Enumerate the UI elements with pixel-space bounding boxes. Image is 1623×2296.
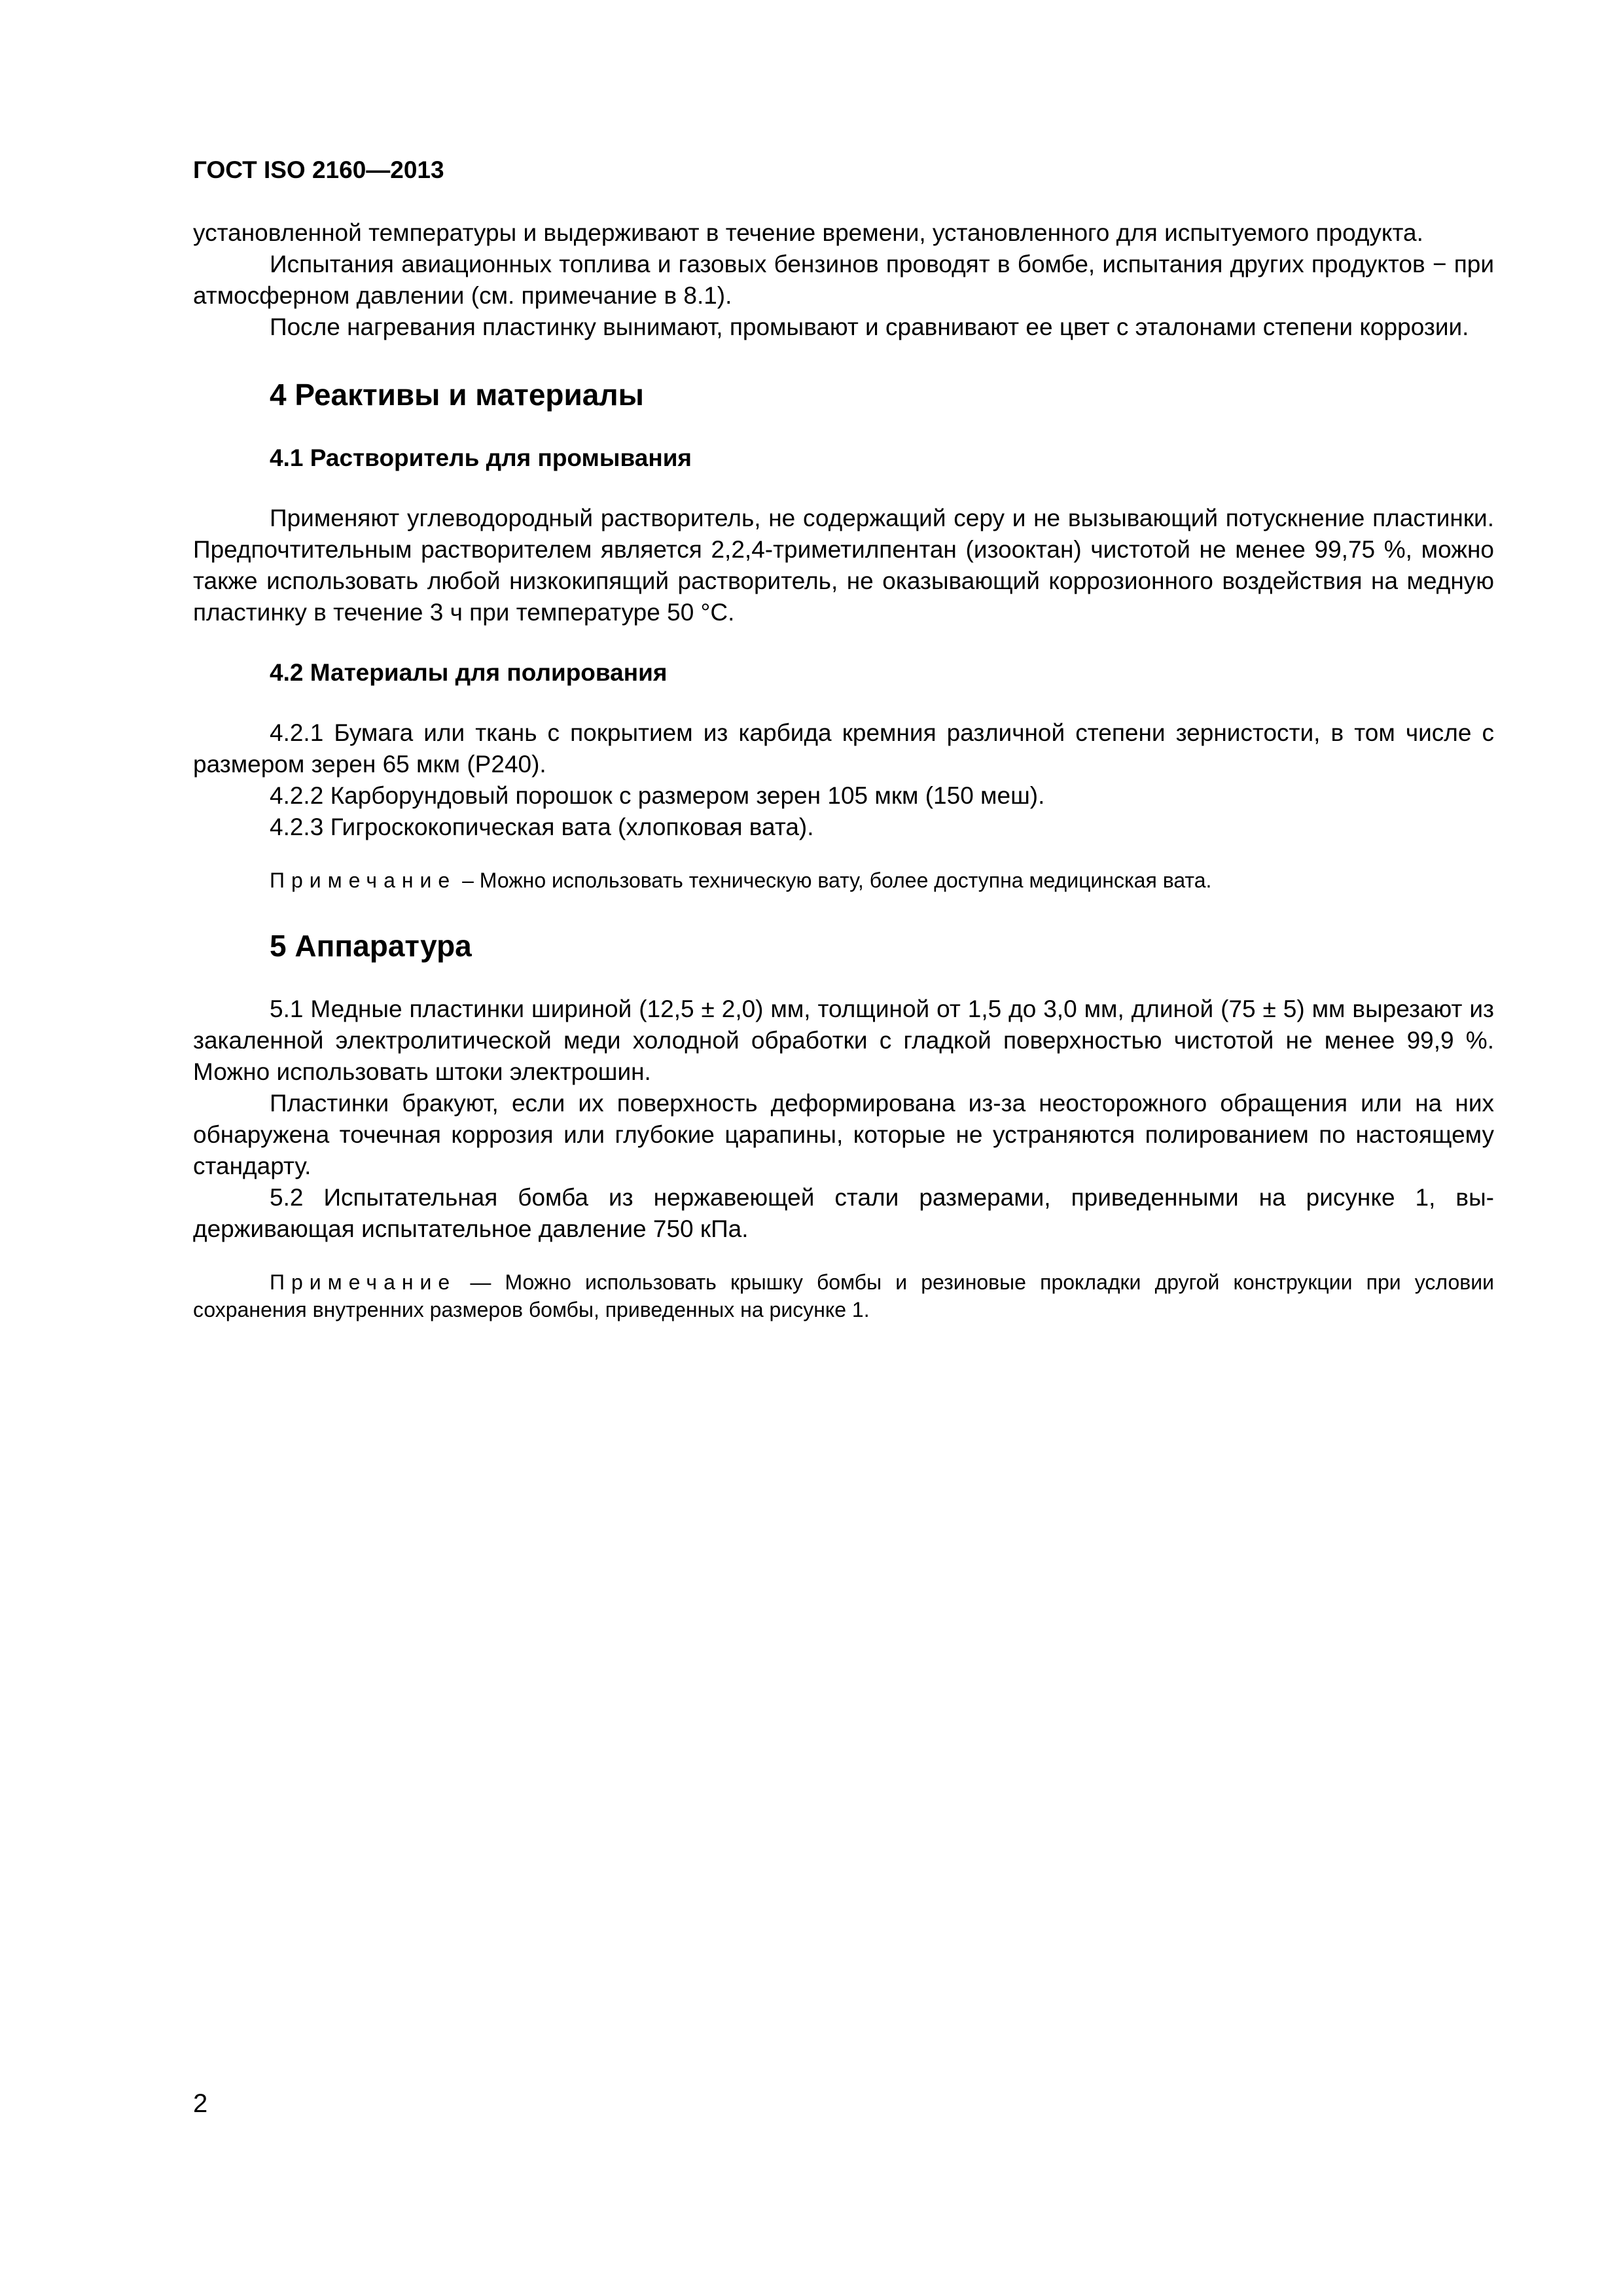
note-section-4 — [193, 867, 1494, 894]
subsection-4-2-heading: 4.2 Материалы для полирования — [270, 659, 668, 686]
note-label: Примечание — [270, 1270, 457, 1294]
note-section-5 — [193, 1268, 1494, 1323]
intro-paragraph-3: После нагревания пластинку вынимают, промывают и сравнивают ее цвет с эталонами степени коррозии. — [270, 314, 1469, 340]
intro-paragraph-2: Испытания авиационных топлива и газовых бензинов проводят в бомбе, испытания других продуктов − при атмосферном давлении (см. примечание в 8.1). — [193, 251, 1494, 309]
item-4-2-3: 4.2.3 Гигроскокопическая вата (хлопковая вата). — [270, 814, 814, 840]
page-content — [193, 217, 1494, 1323]
section-4-heading: 4 Реактивы и материалы — [270, 378, 644, 412]
item-5-1: 5.1 Медные пластинки шириной (12,5 ± 2,0) мм, толщиной от 1,5 до 3,0 мм, длиной (75 ± 5) мм вырезают из закаленной электролитической меди холодной обработки с гладкой поверхностью чистотой не менее 99,9 %. Можно использовать штоки электрошин. — [193, 996, 1494, 1085]
section-5-heading: 5 Аппаратура — [270, 929, 472, 963]
section-5-paragraph-2: Пластинки бракуют, если их поверхность деформирована из-за неосторожного обращения или на них обнаружена точечная коррозия или глубокие царапины, которые не устраняются полированием по настоящему стандарту. — [193, 1090, 1494, 1179]
note-label: Примечание — [270, 869, 457, 892]
note-text: — Можно использовать крышку бомбы и резиновые прокладки другой конструкции при условии сохранения внутренних размеров бомбы, приведенных на рисунке 1. — [193, 1270, 1494, 1321]
item-4-2-2: 4.2.2 Карборундовый порошок с размером зерен 105 мкм (150 меш). — [270, 782, 1045, 809]
item-5-2: 5.2 Испытательная бомба из нержавеющей стали размерами, приведенными на рисунке 1, выдерживающая испытательное давление 750 кПа. — [193, 1184, 1494, 1242]
intro-paragraph-1: установленной температуры и выдерживают в течение времени, установленного для испытуемого продукта. — [193, 219, 1423, 246]
document-code-header: ГОСТ ISO 2160—2013 — [193, 156, 444, 183]
subsection-4-1-text: Применяют углеводородный растворитель, не содержащий серу и не вызывающий потускнение пластинки. Предпочтительным растворителем является 2,2,4-триметилпентан (изооктан) чистотой не менее 99,75 %, можно также использовать любой низкокипящий растворитель, не оказывающий коррозионного воздействия на медную пластинку в течение 3 ч при температуре 50 °С. — [193, 505, 1494, 626]
subsection-4-1-heading: 4.1 Растворитель для промывания — [270, 444, 692, 471]
page-number: 2 — [193, 2089, 208, 2118]
item-4-2-1: 4.2.1 Бумага или ткань с покрытием из карбида кремния различной степени зернистости, в том числе с размером зерен 65 мкм (Р240). — [193, 719, 1494, 778]
note-text: – Можно использовать техническую вату, более доступна медицинская вата. — [456, 869, 1212, 892]
